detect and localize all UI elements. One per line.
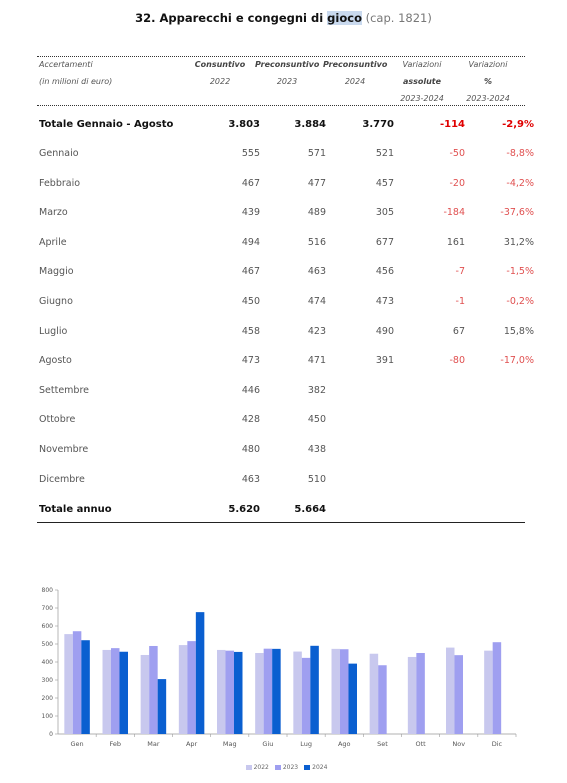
header-var-pct-1: Variazioni <box>468 60 508 69</box>
header-preconsuntivo-2024: Preconsuntivo <box>323 60 388 69</box>
cell-var-abs: -50 <box>449 148 465 159</box>
x-tick-label: Dic <box>491 740 503 748</box>
table-top-rule <box>37 56 525 57</box>
header-var-abs-2: assolute <box>402 77 442 86</box>
y-tick-label: 500 <box>41 641 53 648</box>
cell-var-abs: 67 <box>452 325 465 337</box>
bar-2022-Giu <box>255 653 264 734</box>
y-tick-label: 300 <box>41 677 53 684</box>
cell-2022: 428 <box>241 414 260 426</box>
cell-var-pct: -2,9% <box>502 119 534 130</box>
page-title <box>0 11 567 25</box>
y-tick-label: 100 <box>41 713 53 720</box>
bar-2024-Ago <box>349 664 358 734</box>
cell-var-pct: -4,2% <box>506 177 534 189</box>
header-var-pct-years: 2023-2024 <box>466 94 510 103</box>
bar-2024-Mar <box>158 679 167 734</box>
row-label: Dicembre <box>39 473 85 485</box>
row-label: Marzo <box>39 207 68 219</box>
row-label: Giugno <box>39 296 73 307</box>
bar-2023-Nov <box>455 655 464 734</box>
y-tick-label: 400 <box>41 659 53 666</box>
header-var-abs-years: 2023-2024 <box>400 94 444 103</box>
bar-2022-Lug <box>293 652 302 734</box>
bar-2024-Feb <box>120 652 129 734</box>
cell-var-abs: -1 <box>455 296 465 307</box>
cell-var-abs: -114 <box>439 119 465 130</box>
x-tick-label: Ago <box>337 740 351 748</box>
monthly-bar-chart <box>0 580 567 780</box>
bar-2023-Ott <box>416 653 425 734</box>
header-preconsuntivo-2024-year: 2024 <box>344 77 366 86</box>
cell-2023: 510 <box>307 473 326 485</box>
legend-swatch <box>275 765 281 770</box>
header-preconsuntivo-2023-year: 2023 <box>276 77 298 86</box>
bar-2023-Set <box>378 665 387 734</box>
bar-2022-Set <box>370 654 379 734</box>
cell-2023: 450 <box>307 414 326 426</box>
cell-2023: 571 <box>307 148 326 159</box>
table-row <box>37 385 525 399</box>
bar-2022-Ott <box>408 657 417 734</box>
x-tick-label: Set <box>377 740 388 748</box>
x-tick-label: Apr <box>185 740 198 748</box>
legend-label: 2023 <box>282 764 299 771</box>
cell-2022: 480 <box>241 444 260 455</box>
cell-2023: 489 <box>307 207 326 219</box>
cell-2023: 477 <box>307 177 326 189</box>
y-tick-label: 600 <box>41 623 53 630</box>
cell-2023: 463 <box>307 266 326 278</box>
row-label: Novembre <box>39 444 89 455</box>
bar-2022-Mag <box>217 650 226 734</box>
bar-2023-Gen <box>73 631 82 734</box>
cell-2022: 467 <box>241 177 260 189</box>
legend-label: 2022 <box>253 764 269 771</box>
bar-2023-Dic <box>493 642 502 734</box>
cell-2022: 439 <box>241 207 260 219</box>
legend-label: 2024 <box>312 764 328 771</box>
row-label: Luglio <box>39 325 68 337</box>
header-bottom-rule <box>37 105 525 106</box>
bar-2022-Gen <box>64 634 73 734</box>
cell-2023: 516 <box>307 236 326 248</box>
cell-var-abs: -80 <box>449 355 465 367</box>
cell-2024: 456 <box>375 266 394 278</box>
table-row <box>37 325 534 340</box>
x-tick-label: Mag <box>222 740 237 748</box>
cell-2022: 555 <box>241 148 260 159</box>
row-label: Gennaio <box>39 148 79 159</box>
row-label: Totale Gennaio - Agosto <box>39 119 174 130</box>
row-label: Totale annuo <box>39 504 112 515</box>
cell-2022: 450 <box>241 296 260 307</box>
cell-2022: 463 <box>241 473 260 485</box>
cell-var-abs: -20 <box>449 177 465 189</box>
header-accertamenti: Accertamenti <box>39 60 93 69</box>
bar-2023-Lug <box>302 658 311 734</box>
y-tick-label: 800 <box>41 587 53 594</box>
row-label: Agosto <box>39 355 72 367</box>
cell-2024: 391 <box>375 355 394 367</box>
title-main: 32. Apparecchi e congegni di <box>135 11 328 25</box>
header-consuntivo-year: 2022 <box>209 77 231 86</box>
table-bottom-rule <box>37 522 525 523</box>
table-row <box>37 444 525 458</box>
bar-2022-Dic <box>484 651 493 734</box>
cell-2024: 3.770 <box>362 119 394 130</box>
table-row <box>37 148 534 162</box>
cell-2024: 677 <box>375 236 394 248</box>
x-tick-label: Gen <box>70 740 84 748</box>
row-label: Ottobre <box>39 414 76 426</box>
y-tick-label: 700 <box>41 605 53 612</box>
bar-2023-Mag <box>226 651 235 734</box>
header-var-abs-1: Variazioni <box>402 60 442 69</box>
bar-2023-Feb <box>111 648 120 734</box>
bar-2023-Ago <box>340 649 349 734</box>
cell-var-pct: 15,8% <box>503 325 534 337</box>
cell-2023: 423 <box>307 325 326 337</box>
bar-2024-Apr <box>196 612 205 734</box>
cell-var-abs: -184 <box>443 207 465 219</box>
bar-2023-Giu <box>264 649 273 734</box>
cell-var-pct: -1,5% <box>506 266 534 278</box>
bar-2024-Lug <box>310 646 319 734</box>
bar-2024-Gen <box>81 640 90 734</box>
legend-swatch <box>304 765 310 770</box>
cell-var-pct: 31,2% <box>503 236 534 248</box>
table-row <box>37 296 534 310</box>
chart-legend <box>0 764 567 771</box>
cell-2022: 473 <box>241 355 260 367</box>
row-label: Maggio <box>39 266 74 278</box>
table-row-total-jan-aug <box>37 119 534 133</box>
cell-2023: 471 <box>307 355 326 367</box>
table-row <box>37 207 534 221</box>
table-row <box>37 236 534 251</box>
table-row <box>37 355 534 369</box>
header-consuntivo: Consuntivo <box>194 60 246 69</box>
cell-2024: 521 <box>375 148 394 159</box>
table-row <box>37 474 525 488</box>
cell-2023: 474 <box>307 296 326 307</box>
row-label: Aprile <box>39 236 67 248</box>
cell-2022: 446 <box>241 384 260 396</box>
cell-var-pct: -0,2% <box>506 296 534 307</box>
legend-swatch <box>246 765 252 770</box>
bar-2022-Nov <box>446 648 455 734</box>
cell-2022: 3.803 <box>228 119 260 130</box>
row-label: Settembre <box>39 384 89 396</box>
y-tick-label: 0 <box>49 731 53 738</box>
cell-2024: 473 <box>375 296 394 307</box>
x-tick-label: Feb <box>109 740 122 748</box>
x-tick-label: Giu <box>262 740 274 748</box>
cell-2024: 305 <box>375 207 394 219</box>
bar-2024-Giu <box>272 649 281 734</box>
bar-2022-Ago <box>332 649 341 734</box>
x-tick-label: Ott <box>415 740 426 748</box>
x-tick-label: Nov <box>452 740 466 748</box>
table-row <box>37 414 525 428</box>
bar-2022-Feb <box>103 650 112 734</box>
cell-2023: 3.884 <box>294 119 326 130</box>
cell-var-abs: 161 <box>446 236 465 248</box>
table-row-total-year <box>37 504 525 518</box>
cell-2022: 458 <box>241 325 260 337</box>
cell-var-pct: -8,8% <box>506 148 534 159</box>
bar-2022-Mar <box>141 655 150 734</box>
bar-2023-Apr <box>187 641 196 734</box>
cell-2023: 438 <box>307 444 326 455</box>
header-preconsuntivo-2023: Preconsuntivo <box>255 60 320 69</box>
cell-2023: 5.664 <box>294 504 326 515</box>
y-tick-label: 200 <box>41 695 53 702</box>
x-tick-label: Mar <box>147 740 160 748</box>
bar-2024-Mag <box>234 652 243 734</box>
cell-2022: 494 <box>241 236 260 248</box>
row-label: Febbraio <box>39 177 81 189</box>
cell-var-abs: -7 <box>455 266 465 278</box>
title-chapter: (cap. 1821) <box>365 11 432 25</box>
title-highlight: gioco <box>327 11 362 25</box>
cell-2022: 467 <box>241 266 260 278</box>
cell-var-pct: -37,6% <box>500 207 534 219</box>
table-row <box>37 177 534 192</box>
cell-2022: 5.620 <box>228 504 260 515</box>
cell-2024: 490 <box>375 325 394 337</box>
bar-2023-Mar <box>149 646 158 734</box>
cell-2024: 457 <box>375 177 394 189</box>
bar-2022-Apr <box>179 645 188 734</box>
header-unit: (in milioni di euro) <box>39 77 113 86</box>
x-tick-label: Lug <box>300 740 312 748</box>
cell-2023: 382 <box>307 384 326 396</box>
cell-var-pct: -17,0% <box>500 355 534 367</box>
table-row <box>37 266 534 280</box>
header-var-pct-2: % <box>483 77 492 86</box>
